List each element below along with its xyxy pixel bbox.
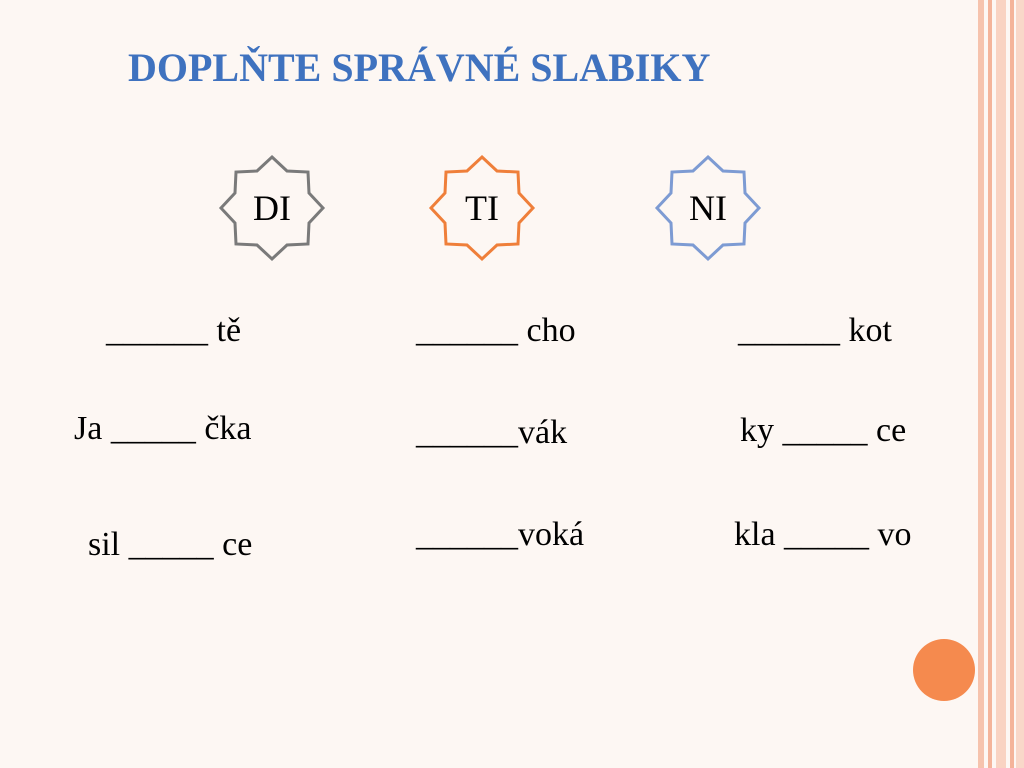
- decor-stripe: [1016, 0, 1024, 768]
- exercise-item: ______vák: [416, 414, 568, 451]
- syllable-label: TI: [465, 188, 499, 228]
- decor-circle: [913, 639, 975, 701]
- syllable-star-ni: [654, 154, 762, 262]
- decor-stripe: [996, 0, 1006, 768]
- exercise-item: ky _____ ce: [740, 412, 907, 449]
- syllable-star-ti: [428, 154, 536, 262]
- exercise-item: ______ kot: [738, 312, 892, 349]
- decor-stripe: [988, 0, 992, 768]
- exercise-item: ______voká: [416, 516, 585, 553]
- syllable-label: NI: [689, 188, 727, 228]
- syllable-star-di: [218, 154, 326, 262]
- decor-stripe: [1010, 0, 1014, 768]
- exercise-item: Ja _____ čka: [74, 410, 252, 447]
- exercise-item: ______ cho: [416, 312, 576, 349]
- syllable-label: DI: [253, 188, 291, 228]
- exercise-item: ______ tě: [106, 312, 242, 349]
- page-title: DOPLŇTE SPRÁVNÉ SLABIKY: [128, 45, 711, 90]
- exercise-item: sil _____ ce: [88, 526, 253, 563]
- exercise-item: kla _____ vo: [734, 516, 912, 553]
- decor-stripe: [978, 0, 984, 768]
